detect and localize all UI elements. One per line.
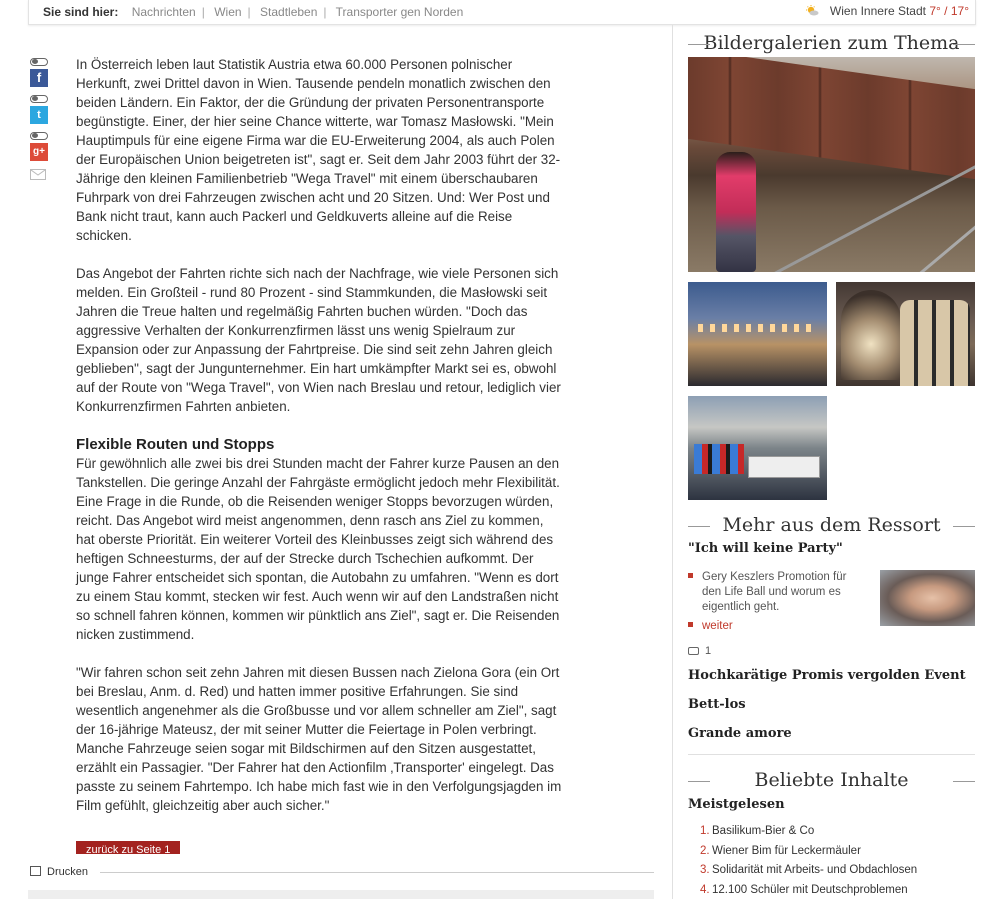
- article-paragraph-3: Für gewöhnlich alle zwei bis drei Stunden macht der Fahrer kurze Pausen an den Tankstellen. Die geringe Anzahl der Fahrgäste ermöglicht jedoch mehr Flexibilität. Eine Frage in die Runde, ob die Reisenden weniger Stopps bevorzugen würden, reicht. Das Angebot wird meist angenommen, denn rasch ans Ziel zu kommen, hat oberste Priorität. Ein weiterer Vorteil des Kleinbusses zeigt sich während des heftigen Schneesturms, der auf der Strecke durch Tschechien aufkommt. Der junge Fahrer entscheidet sich spontan, die Autobahn zu umfahren. "Wenn es dort zu einem Stau kommt, stecken wir fest. Auch wenn wir auf den Landstraßen nicht so schnell fahren können, kommen wir pünktlich ans Ziel", sagt er. Die Reisenden nicken zustimmend.: [76, 454, 564, 644]
- breadcrumb-label: Sie sind hier:: [43, 5, 118, 19]
- sidebar-link-2[interactable]: Bett-los: [688, 697, 746, 712]
- sidebar-link-1[interactable]: Hochkarätige Promis vergolden Event: [688, 668, 966, 683]
- facebook-icon[interactable]: f: [30, 69, 48, 87]
- google-plus-icon[interactable]: g+: [30, 143, 48, 161]
- twitter-icon[interactable]: t: [30, 106, 48, 124]
- sidebar: [688, 30, 975, 56]
- teaser-more-link[interactable]: weiter: [688, 620, 733, 632]
- back-to-page-1-button[interactable]: zurück zu Seite 1: [76, 841, 180, 854]
- bullet-icon: [688, 573, 693, 578]
- footer-bar: [28, 890, 654, 899]
- breadcrumb: Sie sind hier: Nachrichten | Wien | Stadtleben | Transporter gen Norden: [43, 5, 463, 19]
- column-divider: [672, 25, 673, 899]
- print-label: Drucken: [47, 866, 88, 878]
- gallery-photo-4[interactable]: [688, 396, 827, 500]
- article-paragraph-1: In Österreich leben laut Statistik Austria etwa 60.000 Personen polnischer Herkunft, zwei Drittel davon in Wien. Tausende pendeln monatlich zwischen den beiden Ländern. Ein Faktor, der die Gründung der privaten Personentransporte begünstigte. Einer, der hier seine Chance witterte, war Tomasz Masłowski. "Mein Hauptimpuls für eine eigene Firma war die EU-Erweiterung 2004, als auch Polen der Europäischen Union beigetreten ist", sagt er. Seit dem Jahr 2003 führt der 32-Jährige den kleinen Familienbetrieb "Wega Travel" mit einem überschaubaren Fuhrpark von drei Fahrzeugen zwischen acht und 20 Sitzen. Und: Wer Post und Bank nicht traut, kann auch Packerl und Geldkuverts alleine auf die Reise schicken.: [76, 55, 564, 245]
- divider: [100, 872, 654, 873]
- sidebar-link-3[interactable]: Grande amore: [688, 726, 792, 741]
- more-section-title: Mehr aus dem Ressort: [688, 512, 975, 538]
- bullet-icon: [688, 622, 693, 627]
- popular-item[interactable]: 4. 12.100 Schüler mit Deutschproblemen: [700, 881, 917, 900]
- gallery-section-title: Bildergalerien zum Thema: [688, 30, 975, 56]
- article-subheading: Flexible Routen und Stopps: [76, 435, 564, 454]
- google-plus-toggle-icon[interactable]: [30, 132, 48, 140]
- article-body: [76, 55, 564, 834]
- teaser-text: Gery Keszlers Promotion für den Life Ball und worum es eigentlich geht.: [688, 570, 873, 615]
- gallery-photo-main[interactable]: [688, 57, 975, 272]
- article-paragraph-2: Das Angebot der Fahrten richte sich nach der Nachfrage, wie viele Personen sich melden. Ein Großteil - rund 80 Prozent - sind Stammkunden, die Masłowski seit Jahren die Treue halten und regelmäßig Fahrten buchen würden. "Doch das aggressive Verhalten der Konkurrenzfirmen lässt uns wenig Spielraum zur Expansion oder zur Anpassung der Fahrtpreise. Die sind seit zehn Jahren gleich geblieben", sagt der Jungunternehmer. Ein hart umkämpfter Markt sei es, obwohl auf der Route von "Wega Travel", von Wien nach Breslau und retour, lediglich vier Konkurrenzfirmen Fahrten anbieten.: [76, 264, 564, 416]
- popular-item[interactable]: 1. Basilikum-Bier & Co: [700, 822, 917, 842]
- popular-subtitle: Meistgelesen: [688, 797, 785, 812]
- twitter-toggle-icon[interactable]: [30, 95, 48, 103]
- popular-item[interactable]: 3. Solidarität mit Arbeits- und Obdachlosen: [700, 861, 917, 881]
- article-paragraph-4: "Wir fahren schon seit zehn Jahren mit diesen Bussen nach Zielona Gora (ein Ort bei Breslau, Anm. d. Red) und hatten immer positive Erfahrungen. Sie sind wesentlich angenehmer als die Großbusse und vor allem schneller am Ziel", sagt der 16-jährige Mateusz, der mit seiner Mutter die Feiertage in Polen verbringt. Manche Fahrzeuge seien sogar mit Bildschirmen auf den Sitzen ausgestattet, erzählt ein Passagier. "Der Fahrer hat den Actionfilm ‚Transporter' eingelegt. Das passte zu seinem Fahrtempo. Ich habe mich fast wie in den Verfolgungsjagden im Film gefühlt, gleichzeitig aber auch sicher.": [76, 663, 564, 815]
- gallery-photo-3[interactable]: [836, 282, 975, 386]
- teaser-title-link[interactable]: "Ich will keine Party": [688, 541, 843, 556]
- divider: [688, 754, 975, 755]
- weather-high: 17°: [951, 4, 969, 18]
- popular-item[interactable]: 2. Wiener Bim für Leckermäuler: [700, 842, 917, 862]
- facebook-toggle-icon[interactable]: [30, 58, 48, 66]
- weather-slash: /: [944, 4, 947, 18]
- print-link[interactable]: [30, 866, 88, 878]
- teaser-photo[interactable]: [880, 570, 975, 626]
- popular-section-title: Beliebte Inhalte: [688, 767, 975, 793]
- popular-list: [700, 822, 917, 900]
- breadcrumb-item-current[interactable]: Transporter gen Norden: [336, 5, 464, 19]
- weather-location: Wien Innere Stadt: [830, 4, 926, 18]
- weather-widget[interactable]: [805, 4, 969, 18]
- comment-icon: [688, 647, 699, 655]
- printer-icon: [30, 866, 41, 876]
- breadcrumb-item-wien[interactable]: Wien: [214, 5, 241, 19]
- top-bar: [28, 0, 976, 25]
- partly-sunny-icon: [805, 5, 819, 16]
- social-share-bar: [30, 58, 50, 180]
- comment-count[interactable]: 1: [688, 645, 711, 657]
- mail-icon[interactable]: [30, 169, 46, 180]
- breadcrumb-item-nachrichten[interactable]: Nachrichten: [132, 5, 196, 19]
- breadcrumb-item-stadtleben[interactable]: Stadtleben: [260, 5, 317, 19]
- weather-low: 7°: [929, 4, 940, 18]
- gallery-photo-2[interactable]: [688, 282, 827, 386]
